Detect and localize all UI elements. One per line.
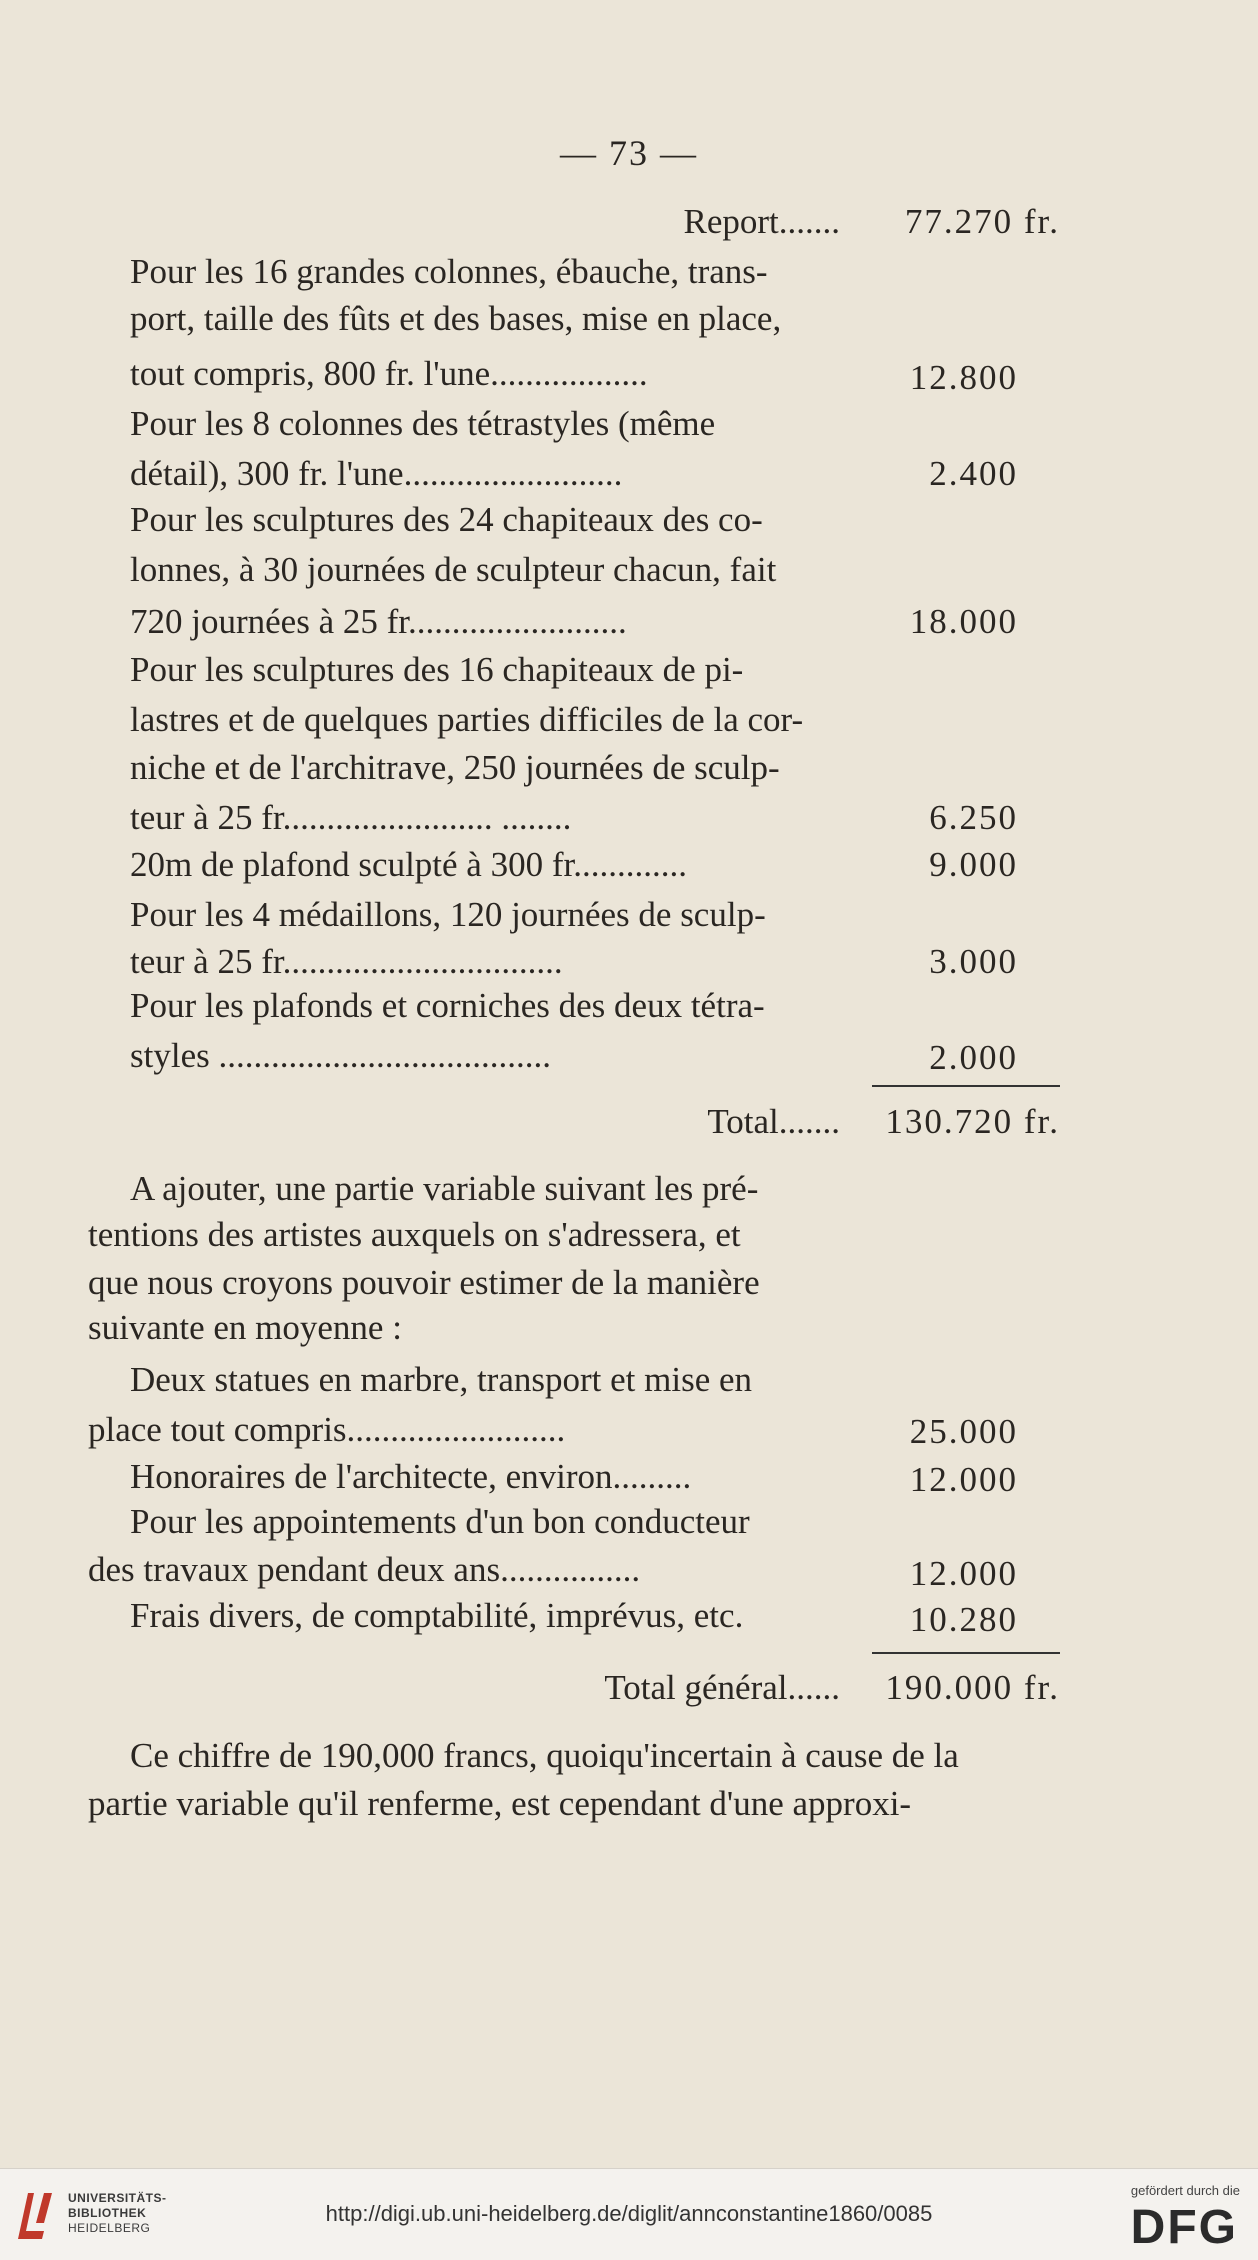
item-line: 720 journées à 25 fr......................... <box>130 602 627 641</box>
item-amount: 12.800 <box>909 358 1018 397</box>
sum-rule <box>872 1085 1060 1087</box>
item-amount: 6.250 <box>929 798 1018 837</box>
paragraph-line: tentions des artistes auxquels on s'adressera, et <box>88 1215 741 1254</box>
item-line: lastres et de quelques parties difficiles de la cor- <box>130 700 804 739</box>
total-amount: 130.720 fr. <box>885 1102 1060 1141</box>
item-amount: 12.000 <box>909 1460 1018 1499</box>
item-line: niche et de l'architrave, 250 journées de sculp- <box>130 748 780 787</box>
item-line: Honoraires de l'architecte, environ......... <box>130 1457 692 1496</box>
item-amount: 2.000 <box>929 1038 1018 1077</box>
item-line: Pour les appointements d'un bon conducteur <box>130 1502 750 1541</box>
page-number: — 73 — <box>560 133 698 173</box>
item-line: styles ...................................... <box>130 1036 551 1075</box>
item-amount: 3.000 <box>929 942 1018 981</box>
footer-bar <box>0 2168 1258 2260</box>
dfg-logo: DFG <box>1130 2201 1238 2254</box>
grand-total-amount: 190.000 fr. <box>885 1668 1060 1707</box>
item-line: Frais divers, de comptabilité, imprévus, etc. <box>130 1596 744 1635</box>
closing-line: Ce chiffre de 190,000 francs, quoiqu'incertain à cause de la <box>130 1736 959 1775</box>
report-amount: 77.270 fr. <box>904 202 1060 241</box>
sum-rule <box>872 1652 1060 1654</box>
item-line: des travaux pendant deux ans................ <box>88 1550 641 1589</box>
report-label: Report....... <box>683 202 840 241</box>
item-line: teur à 25 fr........................ ........ <box>130 798 572 837</box>
library-name: UNIVERSITÄTS- BIBLIOTHEK HEIDELBERG <box>68 2191 167 2235</box>
total-label: Total....... <box>707 1102 840 1141</box>
item-line: 20m de plafond sculpté à 300 fr............. <box>130 845 687 884</box>
item-amount: 25.000 <box>909 1412 1018 1451</box>
grand-total-label: Total général...... <box>604 1668 840 1707</box>
item-amount: 9.000 <box>929 845 1018 884</box>
item-line: Pour les 4 médaillons, 120 journées de sculp- <box>130 895 766 934</box>
item-line: Deux statues en marbre, transport et mise en <box>130 1360 753 1399</box>
item-line: tout compris, 800 fr. l'une.................. <box>130 354 648 393</box>
item-line: teur à 25 fr................................ <box>130 942 563 981</box>
source-url-link[interactable]: http://digi.ub.uni-heidelberg.de/diglit/annconstantine1860/0085 <box>325 2201 933 2226</box>
item-line: Pour les 16 grandes colonnes, ébauche, trans- <box>130 252 768 291</box>
closing-line: partie variable qu'il renferme, est cependant d'une approxi- <box>88 1784 912 1823</box>
paragraph-line: suivante en moyenne : <box>88 1308 402 1347</box>
item-line: lonnes, à 30 journées de sculpteur chacun, fait <box>130 550 777 589</box>
item-line: détail), 300 fr. l'une......................... <box>130 454 623 493</box>
item-amount: 10.280 <box>909 1600 1018 1639</box>
item-line: Pour les sculptures des 24 chapiteaux des co- <box>130 500 763 539</box>
paragraph-line: A ajouter, une partie variable suivant les pré- <box>130 1169 759 1208</box>
funded-by-text: gefördert durch die <box>1130 2183 1240 2198</box>
item-line: Pour les plafonds et corniches des deux tétra- <box>130 986 765 1025</box>
item-amount: 12.000 <box>909 1554 1018 1593</box>
item-line: Pour les 8 colonnes des tétrastyles (même <box>130 404 716 443</box>
item-line: place tout compris......................... <box>88 1410 566 1449</box>
item-line: Pour les sculptures des 16 chapiteaux de pi- <box>130 650 744 689</box>
paragraph-line: que nous croyons pouvoir estimer de la manière <box>88 1263 760 1302</box>
item-amount: 18.000 <box>909 602 1018 641</box>
item-amount: 2.400 <box>929 454 1018 493</box>
item-line: port, taille des fûts et des bases, mise en place, <box>130 299 782 338</box>
